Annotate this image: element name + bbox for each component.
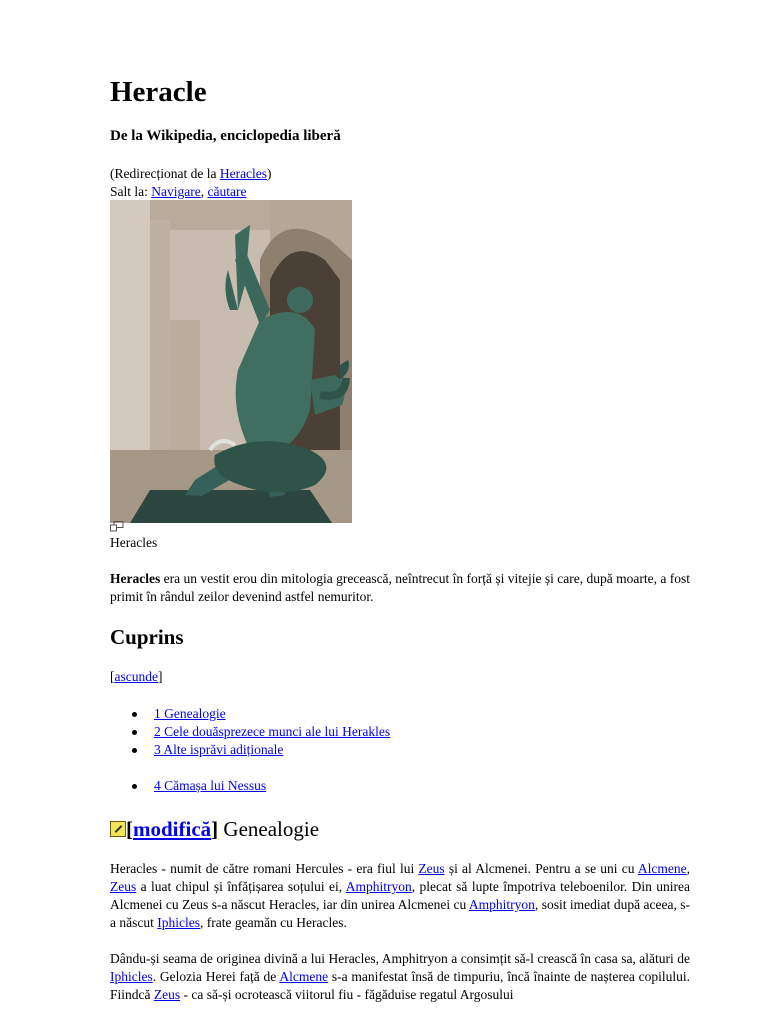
link-amphitryon[interactable]: Amphitryon: [468, 897, 535, 912]
intro-paragraph: [110, 570, 690, 606]
section-title: Genealogie: [218, 817, 320, 841]
statue-photo: [110, 200, 352, 523]
toc-toggle-open: [: [110, 669, 115, 684]
text-run: Heracles - numit de către romani Hercules - era fiul lui: [110, 861, 419, 876]
toc-heading: Cuprins: [110, 625, 184, 649]
image-caption: Heracles: [110, 535, 158, 550]
text-run: a luat chipul și înfățișarea soțului ei,: [136, 879, 346, 894]
bullet-icon: [132, 748, 137, 753]
intro-text: era un vestit erou din mitologia grecească, neîntrecut în forță și vitejie și care, după moarte, a fost primit în rândul zeilor devenind astfel nemuritor.: [110, 571, 690, 604]
redirect-suffix: ): [267, 166, 272, 181]
link-iphicles[interactable]: Iphicles: [157, 915, 200, 930]
toc-toggle: [110, 668, 162, 686]
statue-image[interactable]: [110, 200, 352, 523]
bullet-icon: [132, 730, 137, 735]
link-alcmene[interactable]: Alcmene: [279, 969, 329, 984]
text-run: , sosit imediat după aceea, s-a născut: [110, 897, 690, 930]
genealogie-paragraph-2: [110, 950, 690, 1004]
text-run: - ca să-și ocrotească viitorul fiu - făgăduise regatul Argosului: [180, 987, 514, 1002]
bullet-icon: [132, 784, 137, 789]
text-run: s-a manifestat însă de timpuriu, încă înainte de nașterea copilului. Fiindcă: [110, 969, 691, 1002]
edit-bracket-open: [: [126, 817, 133, 841]
redirect-notice: [110, 165, 272, 183]
text-run: ,: [686, 861, 690, 876]
toc-hide-link[interactable]: ascunde: [114, 669, 158, 684]
redirect-link[interactable]: Heracles: [219, 166, 268, 181]
section-heading-genealogie: [110, 816, 319, 842]
page-title: Heracle: [110, 76, 207, 108]
toc-link-genealogie[interactable]: 1 Genealogie: [154, 706, 226, 721]
toc-link-munci[interactable]: 2 Cele douăsprezece munci ale lui Herakles: [154, 724, 391, 739]
jump-links: [110, 183, 246, 201]
site-subtitle: De la Wikipedia, enciclopedia liberă: [110, 128, 341, 144]
jump-search-link[interactable]: căutare: [207, 184, 247, 199]
edit-section-link[interactable]: modifică: [133, 817, 212, 841]
text-run: , plecat să lupte împotriva teleboenilor. Din unirea Alcmenei cu Zeus s-a născut Heracles, iar din unirea Alcmenei cu: [110, 879, 690, 912]
toc-toggle-close: ]: [157, 669, 163, 684]
magnify-icon[interactable]: [110, 521, 124, 532]
intro-bold-term: Heracles: [110, 571, 161, 586]
jump-navigation-link[interactable]: Navigare: [151, 184, 201, 199]
genealogie-paragraph-1: [110, 860, 690, 932]
edit-pencil-icon[interactable]: [110, 821, 126, 837]
link-iphicles[interactable]: Iphicles: [110, 969, 153, 984]
jump-prefix: Salt la:: [110, 184, 152, 199]
link-zeus[interactable]: Zeus: [418, 861, 445, 876]
bullet-icon: [132, 712, 137, 717]
text-run: Dându-și seama de originea divină a lui Heracles, Amphitryon a consimțit să-l crească în casa sa, alături de: [110, 951, 690, 966]
text-run: și al Alcmenei. Pentru a se uni cu: [444, 861, 638, 876]
edit-bracket-close: ]: [211, 817, 219, 841]
link-zeus[interactable]: Zeus: [153, 987, 181, 1002]
text-run: , frate geamăn cu Heracles.: [199, 915, 347, 930]
link-zeus[interactable]: Zeus: [110, 879, 137, 894]
jump-separator: ,: [200, 184, 208, 199]
toc-link-camasa[interactable]: 4 Cămașa lui Nessus: [154, 778, 267, 793]
link-alcmene[interactable]: Alcmene: [637, 861, 687, 876]
text-run: . Gelozia Herei față de: [152, 969, 280, 984]
link-amphitryon[interactable]: Amphitryon: [345, 879, 412, 894]
toc-link-ispravi[interactable]: 3 Alte isprăvi adiționale: [154, 742, 284, 757]
redirect-prefix: (Redirecționat de la: [110, 166, 220, 181]
